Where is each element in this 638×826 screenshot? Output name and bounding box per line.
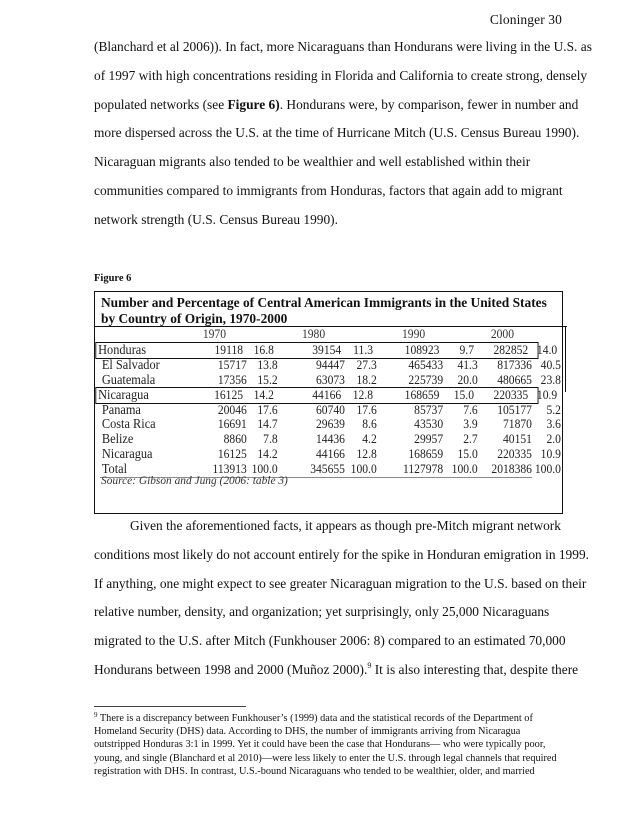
- percentage-value: 15.0: [457, 447, 478, 462]
- immigrant-count: 108923: [404, 343, 440, 357]
- immigrant-count: 1127978: [403, 462, 444, 477]
- immigrant-count: 225739: [408, 372, 444, 387]
- immigrant-count: 43530: [414, 417, 444, 432]
- footnote-line: [94, 712, 564, 725]
- figure-table-box: [94, 291, 563, 514]
- text-segment: populated networks (see: [94, 96, 228, 112]
- text-line: [94, 91, 579, 120]
- percentage-value: 13.8: [257, 357, 278, 372]
- immigrant-count: 20046: [217, 402, 247, 417]
- immigrant-count: 29957: [414, 432, 444, 447]
- divider: [565, 326, 566, 392]
- percentage-value: 14.7: [257, 417, 278, 432]
- table-row: [96, 342, 558, 358]
- percentage-value: 12.8: [356, 447, 377, 462]
- immigrant-count: 17356: [217, 372, 247, 387]
- immigrant-count: 44166: [312, 387, 342, 402]
- percentage-value: 18.2: [356, 372, 377, 387]
- percentage-value: 3.6: [546, 417, 561, 432]
- table-body: [98, 342, 561, 478]
- text-line: of 1997 with high concentrations residing in Florida and California to create strong, densely: [94, 67, 588, 83]
- immigrant-count: 94447: [315, 357, 345, 372]
- immigrants-table: [98, 327, 561, 478]
- immigrant-count: 15717: [217, 357, 247, 372]
- immigrant-count: 63073: [315, 372, 345, 387]
- immigrant-count: 40151: [502, 432, 532, 447]
- country-name: Guatemala: [101, 371, 156, 387]
- text-line: network strength (U.S. Census Bureau 1990).: [94, 211, 338, 227]
- footnote-line: Homeland Security (DHS) data. According to DHS, the number of immigrants arriving from Nicaragua: [94, 726, 521, 738]
- immigrant-count: 345655: [310, 462, 345, 477]
- column-header-year: 2000: [490, 327, 515, 341]
- percentage-value: 12.8: [352, 387, 374, 402]
- percentage-value: 100.0: [350, 462, 377, 477]
- percentage-value: 20.0: [457, 372, 478, 387]
- percentage-value: 40.5: [540, 357, 561, 372]
- text-line: Nicaraguan migrants also tended to be wealthier and well established within their: [94, 154, 531, 170]
- percentage-value: 14.0: [536, 343, 558, 357]
- percentage-value: 15.2: [257, 372, 278, 387]
- percentage-value: 2.0: [546, 432, 561, 447]
- immigrant-count: 220335: [493, 387, 529, 402]
- country-name: Total: [101, 461, 128, 477]
- table-row: [100, 371, 561, 388]
- figure-reference: Figure 6): [227, 96, 280, 112]
- column-header-year: 1990: [402, 327, 426, 341]
- footnote: [94, 712, 564, 778]
- immigrant-count: 480665: [497, 372, 532, 387]
- country-name: Honduras: [98, 342, 147, 357]
- text-line: migrated to the U.S. after Mitch (Funkhouser 2006: 8) compared to an estimated 70,000: [94, 633, 566, 649]
- percentage-value: 41.3: [457, 357, 478, 372]
- text-segment: It is also interesting that, despite there: [371, 661, 579, 677]
- immigrant-count: 282852: [493, 343, 529, 357]
- immigrant-count: 168659: [408, 447, 444, 462]
- column-header-year: 1970: [202, 327, 227, 341]
- text-segment: There is a discrepancy between Funkhouser’s (1999) data and the statistical records of the Department of: [97, 713, 533, 724]
- text-segment: . Hondurans were, by comparison, fewer in number and: [279, 96, 579, 112]
- figure-title: Number and Percentage of Central American Immigrants in the United States by Country of Origin, 1970-2000: [101, 295, 547, 326]
- table-row: [100, 431, 561, 447]
- immigrant-count: 220335: [497, 447, 532, 462]
- percentage-value: 9.7: [459, 343, 474, 357]
- country-name: Panama: [101, 401, 141, 417]
- paragraph-2: [94, 512, 589, 685]
- percentage-value: 15.0: [453, 387, 474, 402]
- table-row: [100, 356, 561, 373]
- table-source: Source: Gibson and Jung (2006: table 3): [101, 475, 288, 487]
- percentage-value: 100.0: [451, 462, 478, 477]
- immigrant-count: 105177: [497, 402, 532, 417]
- footnote-line: registration with DHS. In contrast, U.S.-bound Nicaraguans who tended to be wealthier, older, and married: [94, 765, 535, 777]
- country-name: Nicaragua: [101, 446, 153, 462]
- text-line: communities compared to immigrants from Honduras, factors that again add to migrant: [94, 182, 563, 198]
- running-head: Cloninger 30: [489, 12, 562, 27]
- text-line: Given the aforementioned facts, it appears as though pre-Mitch migrant network: [130, 518, 561, 533]
- text-segment: Hondurans between 1998 and 2000 (Muñoz 2000).: [94, 661, 368, 677]
- percentage-value: 14.2: [253, 387, 274, 402]
- footnote-number: 9: [94, 711, 98, 719]
- footnote-line: outstripped Honduras 3:1 in 1999. Yet it could have been the case that Hondurans— who were typically poor,: [94, 739, 546, 751]
- column-header-year: 1980: [301, 327, 326, 341]
- country-name: Nicaragua: [98, 386, 149, 402]
- percentage-value: 27.3: [356, 357, 377, 372]
- immigrant-count: 71870: [502, 417, 532, 432]
- immigrant-count: 465433: [408, 357, 444, 372]
- percentage-value: 10.9: [540, 447, 561, 462]
- country-name: Costa Rica: [101, 416, 156, 432]
- immigrant-count: 113913: [212, 462, 247, 477]
- table-row: [100, 446, 561, 462]
- text-line: [94, 656, 579, 685]
- percentage-value: 11.3: [353, 343, 374, 357]
- table-row: [96, 386, 558, 403]
- immigrant-count: 8860: [223, 432, 247, 447]
- percentage-value: 17.6: [356, 402, 377, 417]
- footnote-divider: [94, 706, 246, 707]
- percentage-value: 23.8: [540, 372, 561, 387]
- percentage-value: 2.7: [463, 432, 478, 447]
- table-row: [100, 401, 561, 418]
- paragraph-1: [94, 33, 592, 235]
- text-line: more dispersed across the U.S. at the time of Hurricane Mitch (U.S. Census Bureau 1990).: [94, 125, 580, 141]
- percentage-value: 100.0: [251, 462, 278, 477]
- text-line: conditions most likely do not account entirely for the spike in Honduran emigration in 1999.: [94, 546, 589, 562]
- text-line: If anything, one might expect to see greater Nicaraguan migration to the U.S. based on their: [94, 575, 587, 591]
- percentage-value: 10.9: [536, 387, 558, 402]
- immigrant-count: 85737: [414, 402, 444, 417]
- percentage-value: 8.6: [362, 417, 377, 432]
- immigrant-count: 19118: [214, 343, 244, 357]
- immigrant-count: 29639: [315, 417, 345, 432]
- immigrant-count: 16125: [217, 447, 247, 462]
- immigrant-count: 60740: [315, 402, 345, 417]
- table-row: [100, 416, 561, 432]
- percentage-value: 7.8: [263, 432, 278, 447]
- country-name: Belize: [101, 431, 134, 447]
- percentage-value: 16.8: [253, 343, 274, 357]
- figure-label: Figure 6: [94, 273, 132, 284]
- text-line: (Blanchard et al 2006)). In fact, more Nicaraguans than Hondurans were living in the U.S. as: [94, 39, 592, 54]
- immigrant-count: 44166: [315, 447, 345, 462]
- percentage-value: 7.6: [463, 402, 478, 417]
- immigrant-count: 16125: [214, 387, 244, 402]
- percentage-value: 17.6: [257, 402, 278, 417]
- percentage-value: 100.0: [534, 462, 561, 477]
- immigrant-count: 16691: [217, 417, 247, 432]
- percentage-value: 4.2: [362, 432, 377, 447]
- text-line: relative number, density, and organization; yet surprisingly, only 25,000 Nicaraguans: [94, 604, 550, 620]
- immigrant-count: 14436: [315, 432, 345, 447]
- immigrant-count: 168659: [404, 387, 440, 402]
- immigrant-count: 2018386: [491, 462, 532, 477]
- percentage-value: 14.2: [257, 447, 278, 462]
- percentage-value: 5.2: [546, 402, 561, 417]
- immigrant-count: 39154: [312, 343, 342, 357]
- country-name: El Salvador: [101, 356, 160, 372]
- footnote-line: young, and single (Blanchard et al 2010)—were less likely to enter the U.S. through legal channels that required: [94, 752, 557, 764]
- table-header-row: [100, 327, 532, 343]
- immigrant-count: 817336: [497, 357, 532, 372]
- footnote-marker[interactable]: 9: [367, 660, 372, 670]
- percentage-value: 3.9: [463, 417, 478, 432]
